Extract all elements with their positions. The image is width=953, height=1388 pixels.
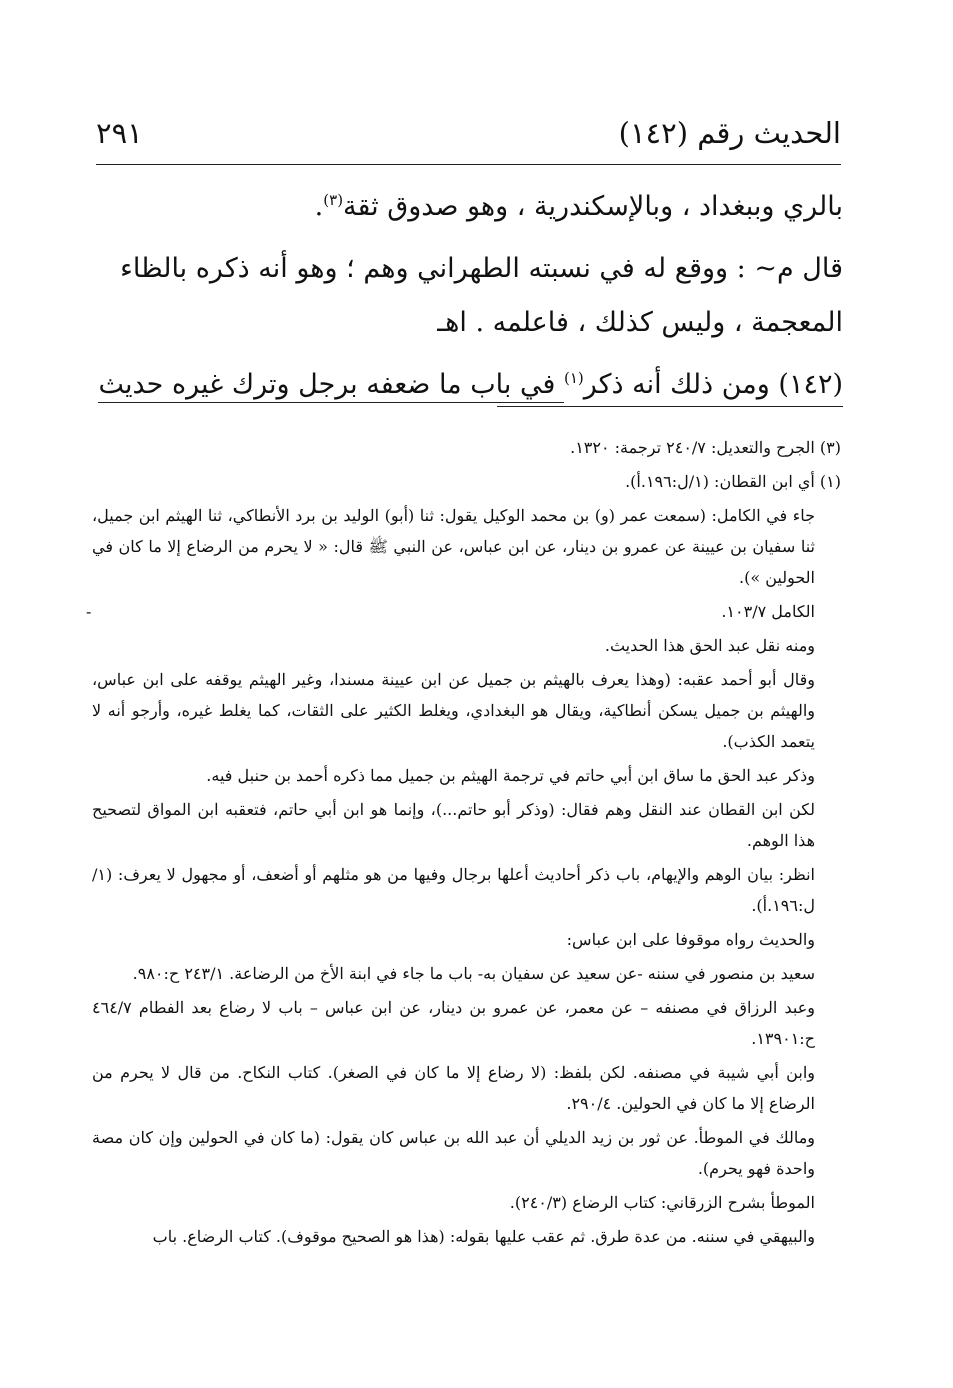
footnote-paragraph: وابن أبي شيبة في مصنفه. لكن بلفظ: (لا رضاع إلا ما كان في الصغر). كتاب النكاح. من قال لا يحرم من الرضاع إلا ما كان في الحولين. ٢٩٠/٤. <box>92 1063 815 1113</box>
footnote-paragraph: الموطأ بشرح الزرقاني: كتاب الرضاع (٢٤٠/٣). <box>509 1193 815 1212</box>
footnote-paragraph: والحديث رواه موقوفا على ابن عباس: <box>566 930 815 949</box>
header-rule <box>96 164 841 165</box>
main-paragraph-1: بالري وببغداد ، وبالإسكندرية ، وهو صدوق ثقة$^{(٣)}$. <box>314 191 843 222</box>
footnote-3: (٣) الجرح والتعديل: ٢٤٠/٧ ترجمة: ١٣٢٠. <box>570 438 841 457</box>
footnote-paragraph: ومنه نقل عبد الحق هذا الحديث. <box>604 636 815 655</box>
main-paragraph-3: (١٤٢) ومن ذلك أنه ذكر$^{(١)}$ في باب ما ضعفه برجل وترك غيره حديث <box>92 358 843 412</box>
running-header <box>96 108 841 160</box>
margin-dash: - <box>86 602 92 621</box>
footnote-paragraph: والبيهقي في سننه. من عدة طرق. ثم عقب عليها بقوله: (هذا هو الصحيح موقوف). كتاب الرضاع. باب <box>152 1227 815 1246</box>
page-number: ٢٩١ <box>96 116 143 150</box>
footnote-paragraph: الكامل ١٠٣/٧. - <box>92 596 841 627</box>
footnote-1: (١) أي ابن القطان: (١/ل:١٩٦.أ). <box>625 472 841 491</box>
footnote-ref-1: (١) <box>563 369 584 387</box>
underlined-text: في باب ما ضعفه برجل وترك غيره حديث <box>98 369 563 403</box>
footnote-paragraph: وقال أبو أحمد عقبه: (وهذا يعرف بالهيثم بن جميل عن ابن عيينة مسندا، وغير الهيثم يوقفه على ابن عباس، والهيثم بن جميل يسكن أنطاكية، ويقال هو البغدادي، ويغلط الكثير على الثقات، كما يغلط غيره، وأرجو أنه لا يتعمد الكذب). <box>92 670 816 751</box>
main-paragraph-2: قال م~ : ووقع له في نسبته الطهراني وهم ؛ وهو أنه ذكره بالظاء المعجمة ، وليس كذلك ، فاعلمه . اهـ <box>120 253 843 338</box>
footnote-paragraph: لكن ابن القطان عند النقل وهم فقال: (وذكر أبو حاتم...)، وإنما هو ابن أبي حاتم، فتعقبه ابن المواق لتصحيح هذا الوهم. <box>92 800 815 850</box>
footnote-paragraph: وذكر عبد الحق ما ساق ابن أبي حاتم في ترجمة الهيثم بن جميل مما ذكره أحمد بن حنبل فيه. <box>206 766 815 785</box>
footnote-ref-3: (٣) <box>323 191 344 209</box>
footnotes <box>86 432 841 1255</box>
footnote-paragraph: سعيد بن منصور في سننه -عن سعيد عن سفيان به- باب ما جاء في ابنة الأخ من الرضاعة. ٢٤٣/١ ح:٩٨٠. <box>132 964 815 983</box>
main-text <box>92 180 843 412</box>
footnote-paragraph: وعبد الرزاق في مصنفه – عن معمر، عن عمرو بن دينار، عن ابن عباس – باب لا رضاع بعد الفطام ٤٦٤/٧ ح:١٣٩٠١. <box>92 998 815 1048</box>
footnote-separator <box>497 406 843 407</box>
header-title: الحديث رقم (١٤٢) <box>618 116 841 150</box>
footnote-paragraph: جاء في الكامل: (سمعت عمر (و) بن محمد الوكيل يقول: ثنا (أبو) الوليد بن برد الأنطاكي، ثنا الهيثم ابن جميل، ثنا سفيان بن عيينة عن عمرو بن دينار، عن ابن عباس، عن النبي ﷺ قال: « لا يحرم من الرضاع إلا ما كان في الحولين »). <box>92 506 815 587</box>
footnote-paragraph: ومالك في الموطأ. عن ثور بن زيد الديلي أن عبد الله بن عباس كان يقول: (ما كان في الحولين وإن كان مصة واحدة فهو يحرم). <box>92 1128 815 1178</box>
footnote-paragraph: انظر: بيان الوهم والإيهام، باب ذكر أحاديث أعلها برجال وفيها من هو مثلهم أو أضعف، أو مجهول لا يعرف: (١/ل:١٩٦.أ). <box>92 865 815 915</box>
